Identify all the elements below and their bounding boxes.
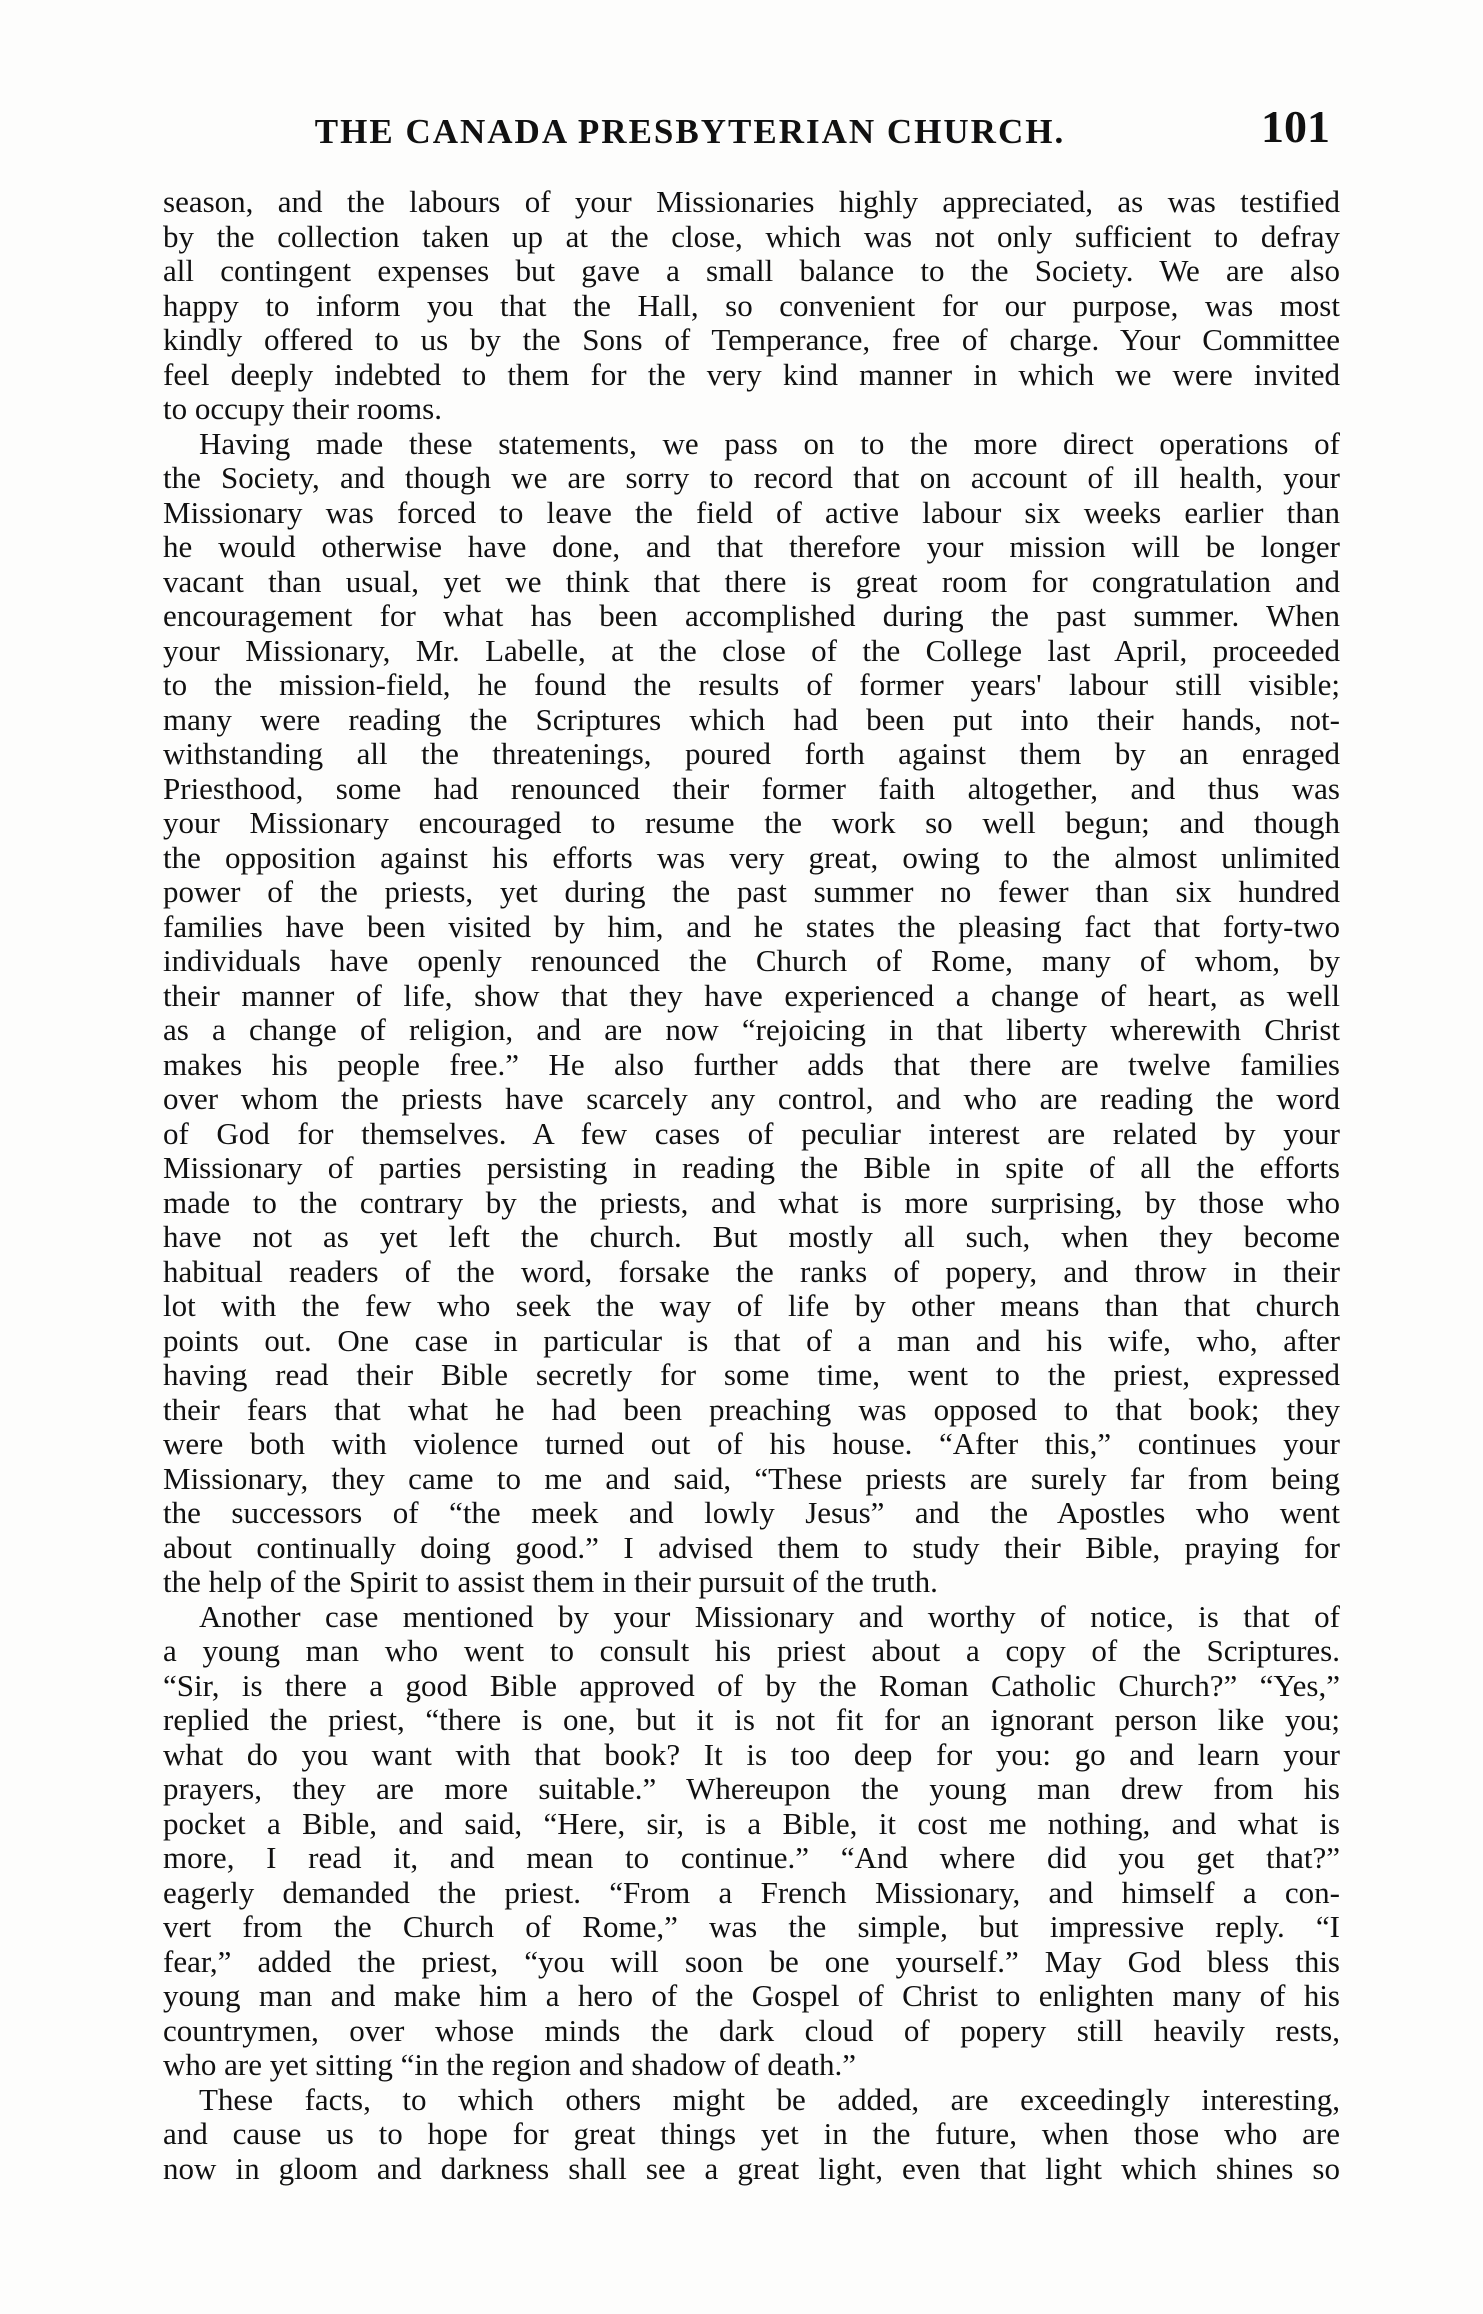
text-line: the Society, and though we are sorry to record that on account of ill health, your	[163, 461, 1340, 495]
text-line: fear,” added the priest, “you will soon be one yourself.” May God bless this	[163, 1944, 1340, 1979]
text-line: Missionary of parties persisting in reading the Bible in spite of all the efforts	[163, 1151, 1340, 1185]
text-line: of God for themselves. A few cases of peculiar interest are related by your	[163, 1116, 1340, 1151]
text-line: to occupy their rooms.	[163, 392, 442, 426]
paragraph	[163, 1600, 1340, 2083]
text-line: habitual readers of the word, forsake the ranks of popery, and throw in their	[163, 1254, 1340, 1289]
text-line: Missionary was forced to leave the field of active labour six weeks earlier than	[163, 495, 1340, 530]
text-line: and cause us to hope for great things yet in the future, when those who are	[163, 2117, 1340, 2151]
text-line: young man and make him a hero of the Gospel of Christ to enlighten many of his	[163, 1979, 1340, 2013]
paragraph	[163, 427, 1340, 1600]
text-line: your Missionary encouraged to resume the work so well begun; and though	[163, 806, 1340, 840]
text-line: as a change of religion, and are now “rejoicing in that liberty wherewith Christ	[163, 1013, 1340, 1047]
text-line: Having made these statements, we pass on to the more direct operations of	[199, 426, 1340, 461]
text-line: vacant than usual, yet we think that there is great room for congratulation and	[163, 564, 1340, 599]
text-line: makes his people free.” He also further adds that there are twelve families	[163, 1047, 1340, 1082]
text-line: having read their Bible secretly for some time, went to the priest, expressed	[163, 1358, 1340, 1392]
page-number: 101	[1261, 101, 1330, 152]
text-line: individuals have openly renounced the Church of Rome, many of whom, by	[163, 944, 1340, 978]
text-line: pocket a Bible, and said, “Here, sir, is a Bible, it cost me nothing, and what is	[163, 1806, 1340, 1841]
text-line: happy to inform you that the Hall, so convenient for our purpose, was most	[163, 288, 1340, 323]
text-line: Priesthood, some had renounced their former faith altogether, and thus was	[163, 771, 1340, 806]
text-body	[163, 185, 1340, 2186]
text-line: families have been visited by him, and he states the pleasing fact that forty-two	[163, 909, 1340, 944]
paragraph	[163, 185, 1340, 427]
text-line: countrymen, over whose minds the dark cloud of popery still heavily rests,	[163, 2013, 1340, 2048]
text-line: what do you want with that book? It is too deep for you: go and learn your	[163, 1737, 1340, 1772]
text-line: season, and the labours of your Missionaries highly appreciated, as was testified	[163, 185, 1340, 219]
text-line: now in gloom and darkness shall see a great light, even that light which shines so	[163, 2151, 1340, 2186]
paragraph	[163, 2083, 1340, 2187]
text-line: the successors of “the meek and lowly Jesus” and the Apostles who went	[163, 1496, 1340, 1530]
text-line: over whom the priests have scarcely any control, and who are reading the word	[163, 1082, 1340, 1116]
text-line: their fears that what he had been preaching was opposed to that book; they	[163, 1392, 1340, 1427]
text-line: to the mission-field, he found the results of former years' labour still visible;	[163, 668, 1340, 702]
text-line: replied the priest, “there is one, but it is not fit for an ignorant person like you;	[163, 1703, 1340, 1737]
text-line: kindly offered to us by the Sons of Temperance, free of charge. Your Committee	[163, 323, 1340, 357]
text-line: the opposition against his efforts was very great, owing to the almost unlimited	[163, 840, 1340, 875]
text-line: the help of the Spirit to assist them in their pursuit of the truth.	[163, 1565, 938, 1599]
text-line: vert from the Church of Rome,” was the simple, but impressive reply. “I	[163, 1910, 1340, 1944]
running-head	[170, 100, 1330, 170]
text-line: many were reading the Scriptures which had been put into their hands, not-	[163, 702, 1340, 737]
text-line: he would otherwise have done, and that therefore your mission will be longer	[163, 530, 1340, 564]
text-line: Another case mentioned by your Missionary and worthy of notice, is that of	[199, 1599, 1340, 1634]
text-line: power of the priests, yet during the past summer no fewer than six hundred	[163, 875, 1340, 909]
text-line: made to the contrary by the priests, and what is more surprising, by those who	[163, 1185, 1340, 1220]
text-line: their manner of life, show that they have experienced a change of heart, as well	[163, 978, 1340, 1013]
text-line: points out. One case in particular is that of a man and his wife, who, after	[163, 1323, 1340, 1358]
text-line: These facts, to which others might be added, are exceedingly interesting,	[199, 2082, 1340, 2117]
text-line: who are yet sitting “in the region and shadow of death.”	[163, 2048, 856, 2082]
text-line: your Missionary, Mr. Labelle, at the close of the College last April, proceeded	[163, 633, 1340, 668]
text-line: “Sir, is there a good Bible approved of by the Roman Catholic Church?” “Yes,”	[163, 1668, 1340, 1703]
text-line: were both with violence turned out of his house. “After this,” continues your	[163, 1427, 1340, 1461]
text-line: encouragement for what has been accomplished during the past summer. When	[163, 599, 1340, 633]
text-line: prayers, they are more suitable.” Whereupon the young man drew from his	[163, 1772, 1340, 1806]
running-title: THE CANADA PRESBYTERIAN CHURCH.	[314, 112, 1066, 151]
text-line: eagerly demanded the priest. “From a French Missionary, and himself a con-	[163, 1875, 1340, 1910]
text-line: about continually doing good.” I advised them to study their Bible, praying for	[163, 1530, 1340, 1565]
text-line: withstanding all the threatenings, poured forth against them by an enraged	[163, 737, 1340, 771]
text-line: lot with the few who seek the way of life by other means than that church	[163, 1289, 1340, 1323]
text-line: all contingent expenses but gave a small balance to the Society. We are also	[163, 254, 1340, 288]
text-line: by the collection taken up at the close, which was not only sufficient to defray	[163, 219, 1340, 254]
text-line: more, I read it, and mean to continue.” “And where did you get that?”	[163, 1841, 1340, 1875]
text-line: a young man who went to consult his priest about a copy of the Scriptures.	[163, 1634, 1340, 1668]
text-line: feel deeply indebted to them for the very kind manner in which we were invited	[163, 357, 1340, 392]
text-line: Missionary, they came to me and said, “These priests are surely far from being	[163, 1461, 1340, 1496]
text-line: have not as yet left the church. But mostly all such, when they become	[163, 1220, 1340, 1254]
